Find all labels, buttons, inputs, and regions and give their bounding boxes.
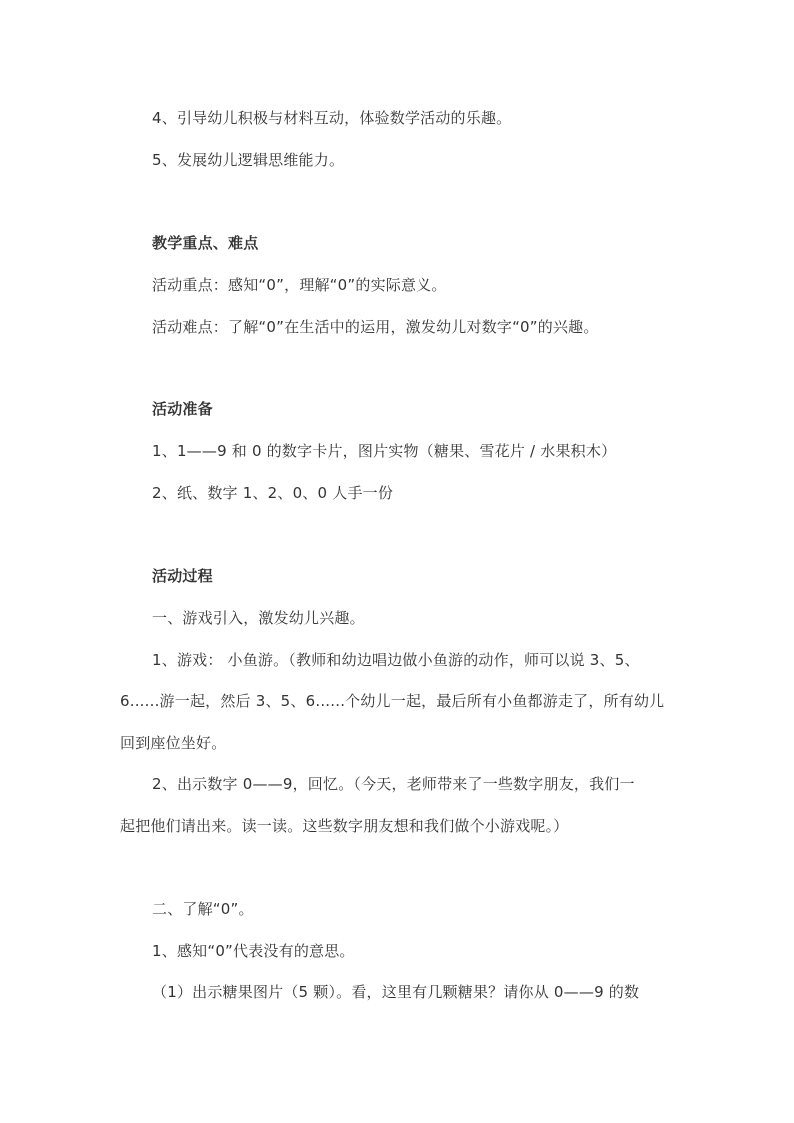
goal-4: 4、引导幼儿积极与材料互动，体验数学活动的乐趣。 (152, 109, 512, 127)
process-paragraph-line: 1、游戏： 小鱼游。（教师和幼边唱边做小鱼游的动作，师可以说 3、5、 (152, 651, 640, 669)
difficult-point: 活动难点：了解“0”在生活中的运用，激发幼儿对数字“0”的兴趣。 (152, 318, 599, 336)
preparation-1: 1、1——9 和 0 的数字卡片，图片实物（糖果、雪花片 / 水果积木） (152, 442, 617, 460)
process-paragraph-line: 1、感知“0”代表没有的意思。 (152, 942, 355, 960)
process-paragraph-line: （1）出示糖果图片（5 颗）。看，这里有几颗糖果？请你从 0——9 的数 (152, 983, 640, 1001)
process-paragraph-line: 回到座位坐好。 (120, 734, 227, 752)
goal-5: 5、发展幼儿逻辑思维能力。 (152, 151, 345, 169)
process-step-1-title: 一、游戏引入，激发幼儿兴趣。 (152, 609, 365, 627)
process-paragraph-line: 起把他们请出来。读一读。这些数字朋友想和我们做个小游戏呢。） (120, 817, 569, 835)
key-point: 活动重点：感知“0”，理解“0”的实际意义。 (152, 276, 447, 294)
section-heading-process: 活动过程 (152, 567, 213, 585)
preparation-2: 2、纸、数字 1、2、0、0 人手一份 (152, 484, 394, 502)
section-heading-preparation: 活动准备 (152, 400, 213, 418)
process-paragraph-line: 6......游一起，然后 3、5、6......个幼儿一起，最后所有小鱼都游走了，所有幼儿 (120, 692, 665, 710)
process-step-2-title: 二、了解“0”。 (152, 900, 254, 918)
process-paragraph-line: 2、出示数字 0——9，回忆。（今天，老师带来了一些数字朋友，我们一 (152, 775, 635, 793)
section-heading-key-points: 教学重点、难点 (152, 234, 259, 252)
